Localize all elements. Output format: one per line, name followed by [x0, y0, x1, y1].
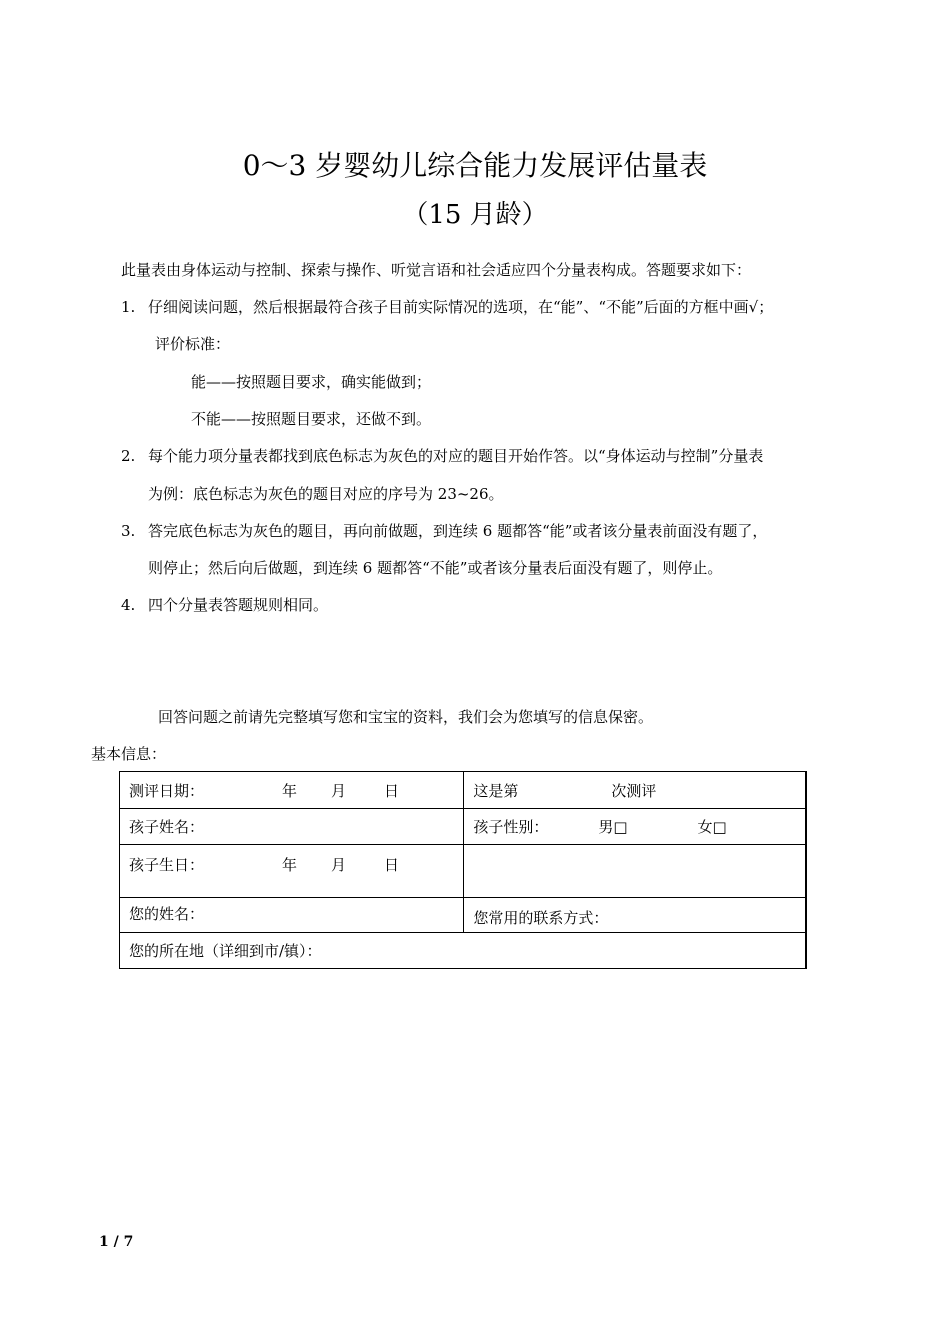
- test-count-cell[interactable]: [464, 772, 806, 809]
- item-1-text: 仔细阅读问题，然后根据最符合孩子目前实际情况的选项，在“能”、“不能”后面的方框中画√；: [148, 298, 774, 316]
- table-row: [120, 933, 807, 969]
- item-4-number: 4.: [121, 596, 136, 614]
- table-row: [120, 772, 807, 809]
- empty-cell: [464, 845, 806, 898]
- table-row: [120, 809, 807, 845]
- privacy-note: 回答问题之前请先完整填写您和宝宝的资料，我们会为您填写的信息保密。: [158, 708, 654, 726]
- year-label: 年: [282, 781, 298, 800]
- day-label: 日: [384, 781, 400, 800]
- page-subtitle: （15 月龄）: [402, 200, 548, 230]
- contact-cell[interactable]: [464, 898, 806, 933]
- your-name-cell[interactable]: [120, 898, 464, 933]
- test-date-label: 测评日期：: [129, 781, 205, 800]
- basic-info-table: [119, 771, 807, 969]
- birthday-day-label: 日: [384, 856, 400, 874]
- child-gender-label: 孩子性别：: [473, 818, 549, 836]
- child-name-label: 孩子姓名：: [129, 818, 205, 836]
- item-2-number: 2.: [121, 447, 136, 465]
- nth-test-label: 次测评: [611, 781, 657, 800]
- location-cell[interactable]: [120, 933, 807, 969]
- item-3-line-2: 则停止；然后向后做题，到连续 6 题都答“不能”或者该分量表后面没有题了，则停止。: [148, 559, 723, 577]
- item-2-line-1: 每个能力项分量表都找到底色标志为灰色的对应的题目开始作答。以“身体运动与控制”分量表: [148, 447, 764, 465]
- child-birthday-label: 孩子生日：: [129, 856, 205, 874]
- month-label: 月: [331, 781, 347, 800]
- intro-text: 此量表由身体运动与控制、探索与操作、听觉言语和社会适应四个分量表构成。答题要求如下：: [121, 261, 752, 279]
- child-birthday-cell[interactable]: [120, 845, 464, 898]
- criteria-can: 能——按照题目要求，确实能做到；: [191, 373, 432, 391]
- child-gender-cell[interactable]: [464, 809, 806, 845]
- birthday-month-label: 月: [331, 856, 347, 874]
- item-3-number: 3.: [121, 522, 136, 540]
- page-title: 0～3 岁婴幼儿综合能力发展评估量表: [242, 149, 708, 182]
- location-label: 您的所在地（详细到市/镇）：: [129, 942, 322, 960]
- item-4-text: 四个分量表答题规则相同。: [148, 596, 329, 614]
- test-date-cell[interactable]: [120, 772, 464, 809]
- child-name-cell[interactable]: [120, 809, 464, 845]
- item-3-line-1: 答完底色标志为灰色的题目，再向前做题，到连续 6 题都答“能”或者该分量表前面没有题了，: [148, 522, 768, 540]
- criteria-label: 评价标准：: [155, 335, 231, 353]
- page-number: 1 / 7: [99, 1234, 134, 1250]
- birthday-year-label: 年: [282, 856, 298, 874]
- item-2-line-2: 为例：底色标志为灰色的题目对应的序号为 23~26。: [148, 485, 504, 503]
- table-row: [120, 845, 807, 898]
- item-1-number: 1.: [121, 298, 136, 316]
- table-row: [120, 898, 807, 933]
- criteria-cannot: 不能——按照题目要求，还做不到。: [191, 410, 432, 428]
- your-name-label: 您的姓名：: [129, 905, 205, 923]
- male-checkbox[interactable]: 男□: [598, 818, 628, 836]
- this-is-label: 这是第: [473, 781, 519, 800]
- female-checkbox[interactable]: 女□: [697, 818, 727, 836]
- basic-info-label: 基本信息：: [91, 745, 167, 763]
- contact-label: 您常用的联系方式：: [473, 909, 609, 927]
